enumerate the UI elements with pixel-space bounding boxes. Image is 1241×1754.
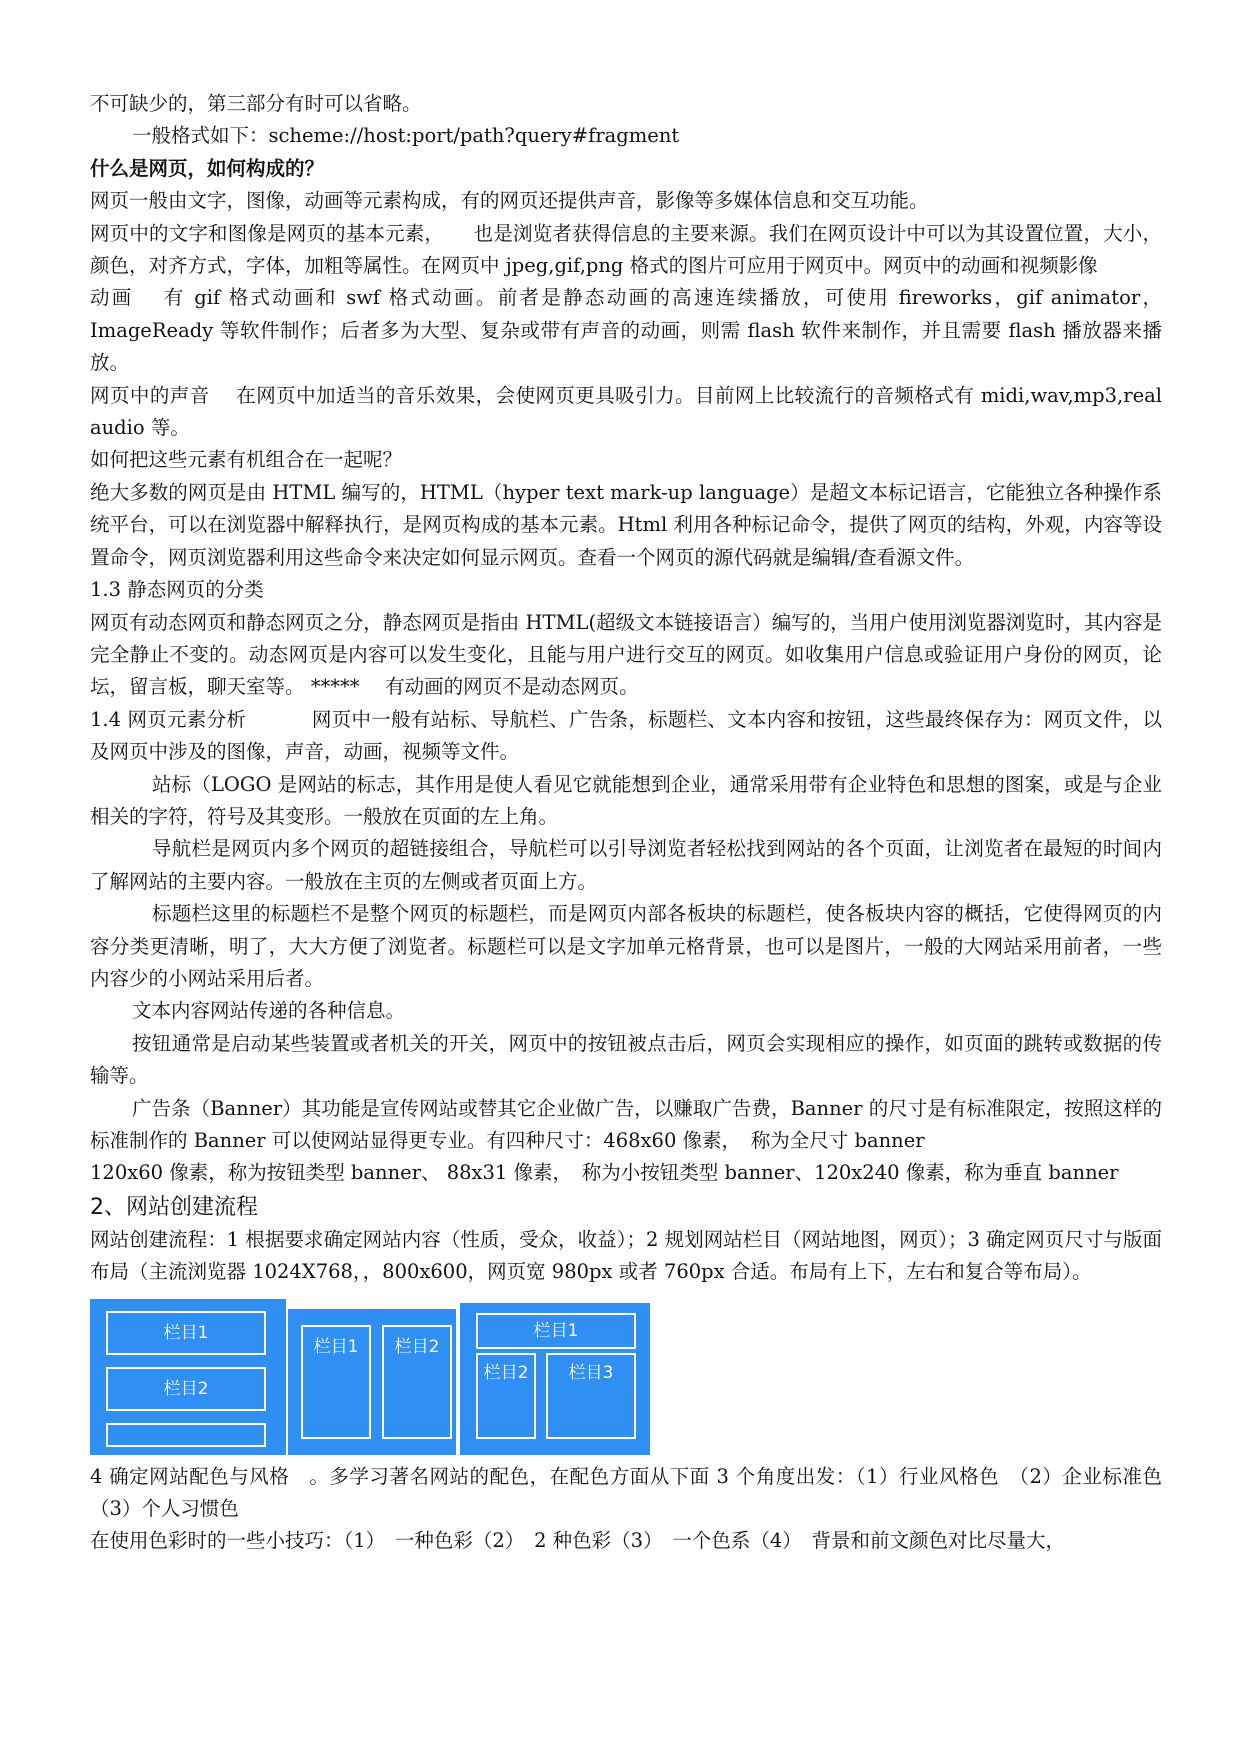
layout-b-column-1: 栏目1: [301, 1325, 371, 1439]
layout-top-bottom: [90, 1299, 286, 1455]
section-1-4-paragraph: 1.4 网页元素分析 网页中一般有站标、导航栏、广告条，标题栏、文本内容和按钮，这些最终保存为：网页文件，以及网页中涉及的图像，声音，动画，视频等文件。: [90, 707, 1162, 764]
section-2-heading: 2、网站创建流程: [90, 1194, 258, 1220]
layout-left-right: [288, 1309, 456, 1455]
paragraph-sound: 网页中的声音 在网页中加适当的音乐效果，会使网页更具吸引力。目前网上比较流行的音频格式有 midi,wav,mp3,real audio 等。: [90, 383, 1162, 440]
paragraph-animation: 动画 有 gif 格式动画和 swf 格式动画。前者是静态动画的高速连续播放，可使用 fireworks，gif animator，ImageReady 等软件制作；后者多为大型、复杂或带有声音的动画，则需 flash 软件来制作，并且需要 flash 播放器来播放。: [90, 286, 1163, 375]
paragraph-color-style: 4 确定网站配色与风格 。多学习著名网站的配色，在配色方面从下面 3 个角度出发：（1）行业风格色 （2）企业标准色（3）个人习惯色: [90, 1464, 1162, 1521]
layout-composite: [460, 1303, 650, 1455]
paragraph-site-process: 网站创建流程：1 根据要求确定网站内容（性质，受众，收益）；2 规划网站栏目（网站地图，网页）；3 确定网页尺寸与版面布局（主流浏览器 1024X768，，800x600，网页宽 980px 或者 760px 合适。布局有上下，左右和复合等布局）。: [90, 1227, 1162, 1284]
section-question-heading: 什么是网页，如何构成的？: [90, 156, 325, 180]
layout-a-column-3: [106, 1423, 266, 1447]
paragraph-buttons: 按钮通常是启动某些装置或者机关的开关，网页中的按钮被点击后，网页会实现相应的操作，如页面的跳转或数据的传输等。: [90, 1031, 1162, 1088]
document-page: [90, 88, 1162, 1558]
paragraph-banner: 广告条（Banner）其功能是宣传网站或替其它企业做广告，以赚取广告费，Banner 的尺寸是有标准限定，按照这样的标准制作的 Banner 可以使网站显得更专业。有四种尺寸：468x60 像素， 称为全尺寸 banner: [90, 1096, 1162, 1152]
layout-c-column-2: 栏目2: [476, 1353, 536, 1439]
paragraph-text-images: 网页中的文字和图像是网页的基本元素， 也是浏览者获得信息的主要来源。我们在网页设计中可以为其设置位置，大小，颜色，对齐方式，字体，加粗等属性。在网页中 jpeg,gif,png 格式的图片可应用于网页中。网页中的动画和视频影像: [90, 221, 1162, 278]
layout-a-column-2: 栏目2: [106, 1367, 266, 1411]
paragraph-navbar: 导航栏是网页内多个网页的超链接组合，导航栏可以引导浏览者轻松找到网站的各个页面，让浏览者在最短的时间内了解网站的主要内容。一般放在主页的左侧或者页面上方。: [90, 837, 1162, 893]
paragraph-color-tips: 在使用色彩时的一些小技巧：（1） 一种色彩（2） 2 种色彩（3） 一个色系（4） 背景和前文颜色对比尽量大，: [90, 1529, 1065, 1553]
paragraph-logo: 站标（LOGO 是网站的标志，其作用是使人看见它就能想到企业，通常采用带有企业特色和思想的图案，或是与企业相关的字符，符号及其变形。一般放在页面的左上角。: [90, 772, 1162, 828]
paragraph-banner-sizes: 120x60 像素，称为按钮类型 banner、 88x31 像素， 称为小按钮类型 banner、120x240 像素，称为垂直 banner: [90, 1161, 1119, 1185]
layout-a-column-1: 栏目1: [106, 1311, 266, 1355]
paragraph-titlebar: 标题栏这里的标题栏不是整个网页的标题栏，而是网页内部各板块的标题栏，使各板块内容的概括，它使得网页的内容分类更清晰，明了，大大方便了浏览者。标题栏可以是文字加单元格背景，也可以是图片，一般的大网站采用前者，一些内容少的小网站采用后者。: [90, 902, 1162, 990]
layout-b-column-2: 栏目2: [382, 1325, 452, 1439]
layout-c-column-3: 栏目3: [546, 1353, 636, 1439]
paragraph-static-dynamic: 网页有动态网页和静态网页之分，静态网页是指由 HTML(超级文本链接语言）编写的，当用户使用浏览器浏览时，其内容是完全静止不变的。动态网页是内容可以发生变化，且能与用户进行交互的网页。如收集用户信息或验证用户身份的网页，论坛，留言板，聊天室等。 ***** 有动画的网页不是动态网页。: [90, 610, 1162, 699]
paragraph-page-elements: 网页一般由文字，图像，动画等元素构成，有的网页还提供声音，影像等多媒体信息和交互功能。: [90, 189, 929, 213]
paragraph-1: 不可缺少的，第三部分有时可以省略。: [90, 92, 422, 115]
paragraph-combine-question: 如何把这些元素有机组合在一起呢？: [90, 448, 403, 472]
layout-diagrams: [90, 1295, 1162, 1457]
url-format-line: 一般格式如下：scheme://host:port/path?query#fragment: [132, 124, 680, 148]
layout-c-column-1: 栏目1: [476, 1313, 636, 1349]
section-1-3-heading: 1.3 静态网页的分类: [90, 578, 264, 602]
paragraph-text-content: 文本内容网站传递的各种信息。: [132, 999, 406, 1023]
paragraph-html: 绝大多数的网页是由 HTML 编写的，HTML（hyper text mark-up language）是超文本标记语言，它能独立各种操作系统平台，可以在浏览器中解释执行，是网页构成的基本元素。Html 利用各种标记命令，提供了网页的结构，外观，内容等设置命令，网页浏览器利用这些命令来决定如何显示网页。查看一个网页的源代码就是编辑/查看源文件。: [90, 480, 1162, 569]
